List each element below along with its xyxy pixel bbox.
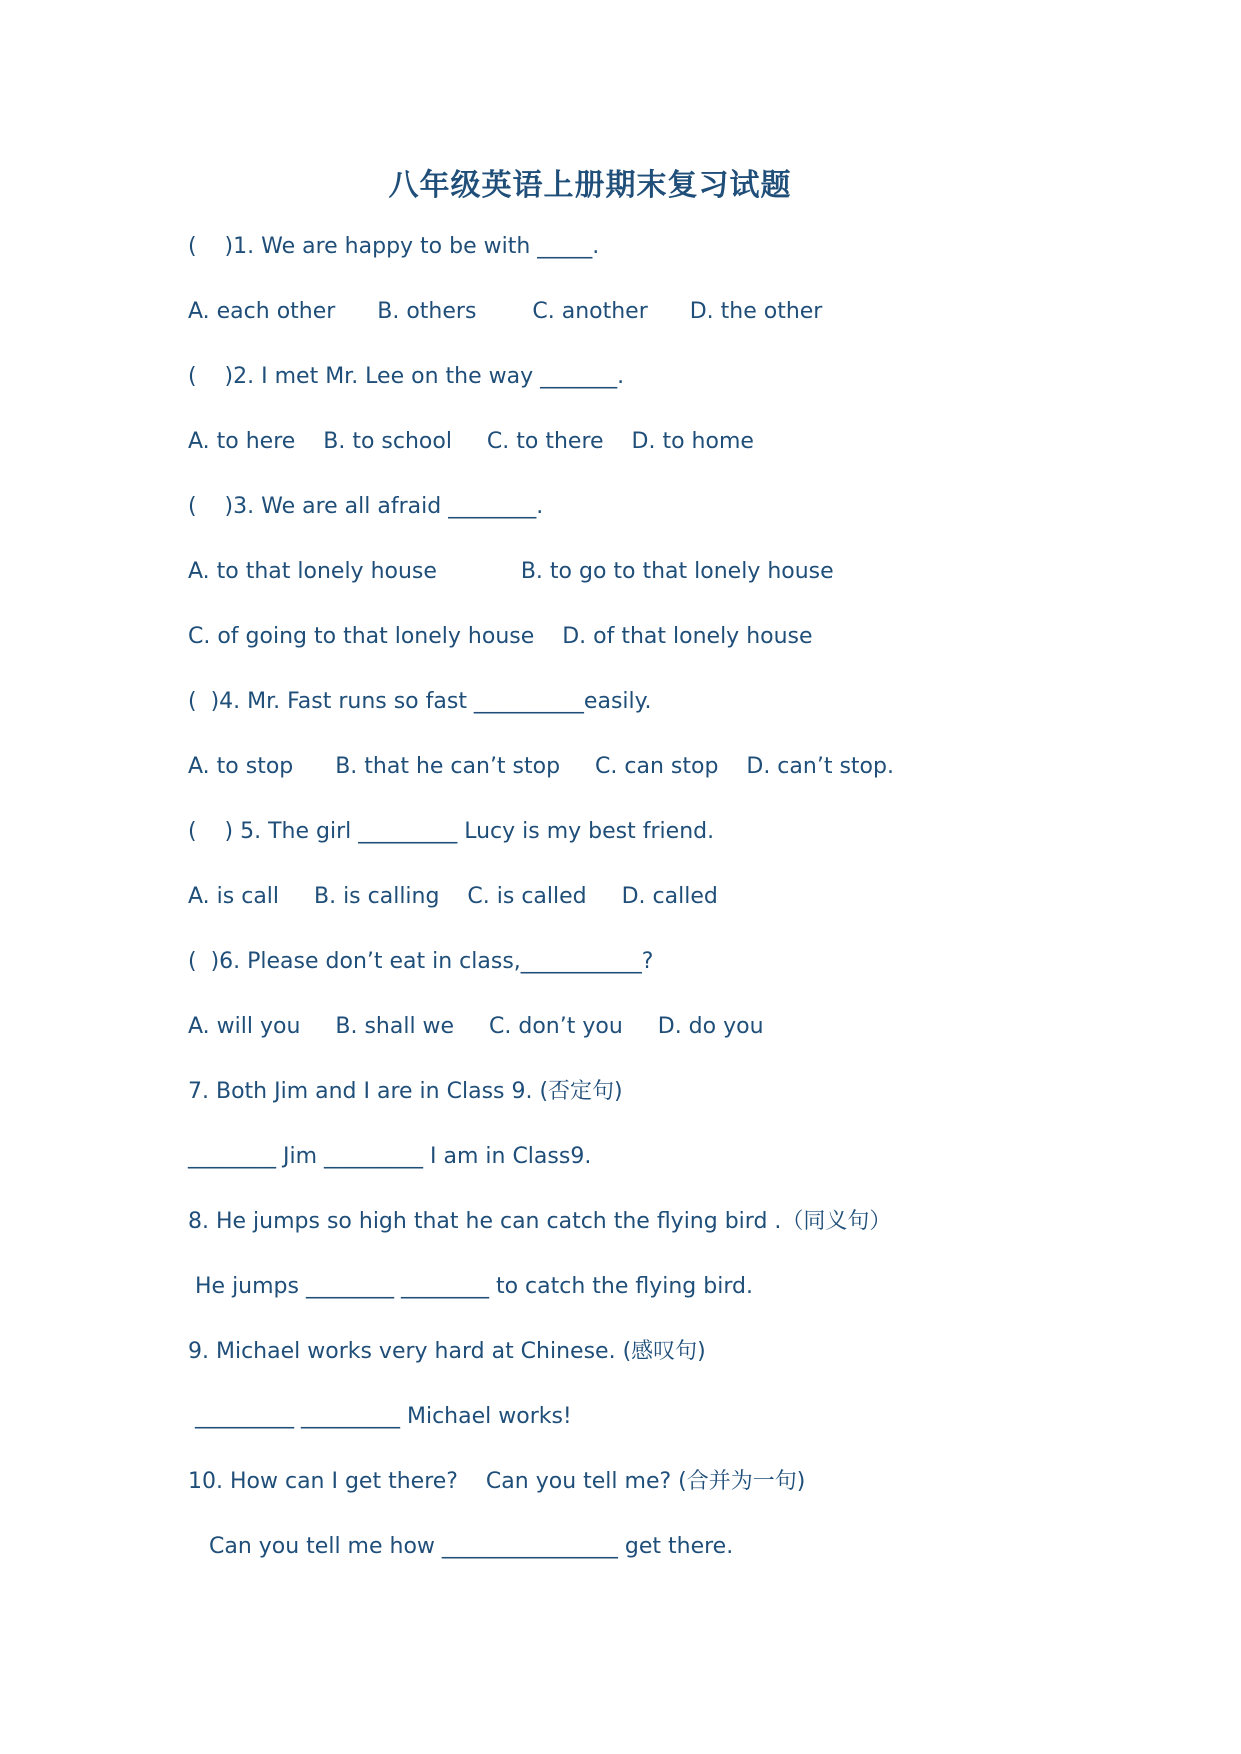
question-4-options: A. to stop B. that he can’t stop C. can stop D. can’t stop. <box>188 754 894 779</box>
question-6-options: A. will you B. shall we C. don’t you D. do you <box>188 1014 764 1039</box>
question-10-answer: Can you tell me how ________________ get there. <box>188 1534 734 1559</box>
question-2-options: A. to here B. to school C. to there D. to home <box>188 429 754 454</box>
question-8-answer: He jumps ________ ________ to catch the flying bird. <box>188 1274 753 1299</box>
question-9-answer: _________ _________ Michael works! <box>188 1404 572 1429</box>
question-1: ( )1. We are happy to be with _____. <box>188 234 600 259</box>
question-3-options-ab: A. to that lonely house B. to go to that lonely house <box>188 559 834 584</box>
question-7-answer: ________ Jim _________ I am in Class9. <box>188 1144 592 1169</box>
page-title: 八年级英语上册期末复习试题 <box>388 168 792 203</box>
question-2: ( )2. I met Mr. Lee on the way _______. <box>188 364 625 389</box>
question-7: 7. Both Jim and I are in Class 9. (否定句) <box>188 1079 623 1104</box>
question-1-options: A. each other B. others C. another D. the other <box>188 299 823 324</box>
question-3: ( )3. We are all afraid ________. <box>188 494 544 519</box>
question-4: ( )4. Mr. Fast runs so fast __________easily. <box>188 689 652 714</box>
question-10: 10. How can I get there? Can you tell me? (合并为一句) <box>188 1469 806 1494</box>
question-9: 9. Michael works very hard at Chinese. (感叹句) <box>188 1339 706 1364</box>
question-8: 8. He jumps so high that he can catch the flying bird .（同义句） <box>188 1209 892 1234</box>
question-5-options: A. is call B. is calling C. is called D. called <box>188 884 718 909</box>
question-3-options-cd: C. of going to that lonely house D. of that lonely house <box>188 624 813 649</box>
question-6: ( )6. Please don’t eat in class,___________? <box>188 949 654 974</box>
question-5: ( ) 5. The girl _________ Lucy is my best friend. <box>188 819 715 844</box>
